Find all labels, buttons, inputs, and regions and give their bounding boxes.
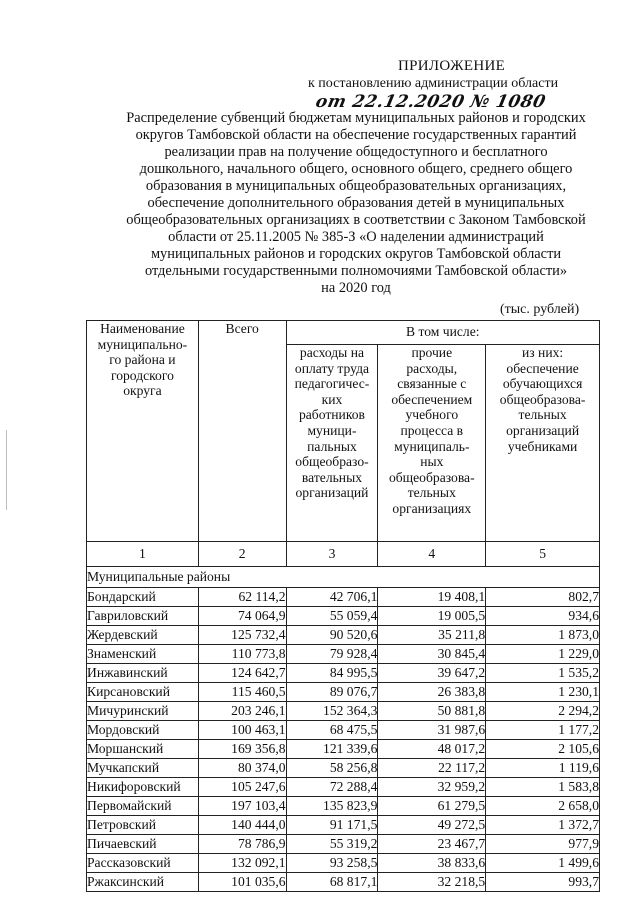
heading-line: области от 25.11.2005 № 385-З «О наделении администраций (168, 229, 544, 245)
header-line: вательных (301, 469, 363, 485)
other-value: 50 881,8 (378, 702, 486, 721)
district-name: Бондарский (87, 588, 199, 607)
district-name: Гавриловский (87, 607, 199, 626)
header-line: организаций (295, 485, 369, 501)
salary-value: 42 706,1 (286, 588, 378, 607)
books-value: 1 372,7 (486, 816, 600, 835)
header-line: учебного (405, 407, 459, 423)
heading-line: дошкольного, начального общего, основного общего, среднего общего (139, 161, 573, 177)
district-name: Моршанский (87, 740, 199, 759)
header-line: организациях (392, 500, 472, 516)
total-value: 132 092,1 (198, 854, 286, 873)
books-value: 802,7 (486, 588, 600, 607)
other-value: 22 117,2 (378, 759, 486, 778)
total-value: 140 444,0 (198, 816, 286, 835)
section-label: Муниципальные районы (87, 567, 600, 588)
header-line: общеобразова- (388, 469, 475, 485)
handwritten-decree-number: от 22.12.2020 № 1080 (313, 92, 548, 112)
total-value: 203 246,1 (198, 702, 286, 721)
header-line: обучающихся (502, 376, 583, 392)
header-line: муници- (307, 422, 357, 438)
other-value: 38 833,6 (378, 854, 486, 873)
header-line: оплату труда (294, 360, 370, 376)
other-value: 32 218,5 (378, 873, 486, 892)
table-row (87, 873, 600, 892)
books-value: 1 583,8 (486, 778, 600, 797)
salary-value: 121 339,6 (286, 740, 378, 759)
subsidy-table (86, 320, 600, 892)
table-row (87, 835, 600, 854)
district-name: Инжавинский (87, 664, 199, 683)
col-number-2: 2 (198, 542, 286, 567)
district-name: Никифоровский (87, 778, 199, 797)
total-value: 74 064,9 (198, 607, 286, 626)
total-value: 124 642,7 (198, 664, 286, 683)
salary-value: 55 319,2 (286, 835, 378, 854)
header-line: расходы на (299, 345, 365, 360)
district-name: Пичаевский (87, 835, 199, 854)
salary-value: 91 171,5 (286, 816, 378, 835)
header-total: Всего (198, 321, 286, 542)
header-books (486, 345, 600, 542)
salary-value: 79 928,4 (286, 645, 378, 664)
district-name: Рассказовский (87, 854, 199, 873)
table-row (87, 683, 600, 702)
heading-line: Распределение субвенций бюджетам муниципальных районов и городских (126, 110, 586, 126)
total-value: 100 463,1 (198, 721, 286, 740)
header-line: го района и (109, 352, 176, 368)
salary-value: 90 520,6 (286, 626, 378, 645)
district-name: Первомайский (87, 797, 199, 816)
heading-line: реализации прав на получение общедоступного и бесплатного (164, 144, 548, 160)
salary-value: 84 995,5 (286, 664, 378, 683)
appendix-title: ПРИЛОЖЕНИЕ (398, 58, 506, 74)
header-line: обеспечение (506, 360, 579, 376)
units-label: (тыс. рублей) (500, 302, 580, 317)
district-name: Знаменский (87, 645, 199, 664)
header-line: процесса в (400, 422, 464, 438)
heading-line: отдельными государственными полномочиями Тамбовской области» (144, 263, 568, 279)
header-line: ных (420, 454, 444, 470)
table-row (87, 588, 600, 607)
books-value: 1 535,2 (486, 664, 600, 683)
header-line: округа (123, 383, 162, 399)
district-name: Кирсановский (87, 683, 199, 702)
salary-value: 89 076,7 (286, 683, 378, 702)
books-value: 1 229,0 (486, 645, 600, 664)
table-row (87, 626, 600, 645)
total-value: 125 732,4 (198, 626, 286, 645)
header-line: учебниками (507, 438, 578, 454)
table-row (87, 702, 600, 721)
total-value: 169 356,8 (198, 740, 286, 759)
other-value: 19 408,1 (378, 588, 486, 607)
header-line: расходы, (406, 360, 458, 376)
header-line: организаций (506, 422, 580, 438)
total-value: 197 103,4 (198, 797, 286, 816)
header-line: из них: (522, 345, 564, 360)
table-row (87, 759, 600, 778)
salary-value: 68 817,1 (286, 873, 378, 892)
district-name: Мордовский (87, 721, 199, 740)
total-value: 115 460,5 (198, 683, 286, 702)
salary-value: 58 256,8 (286, 759, 378, 778)
heading-line: обеспечение дополнительного образования детей в муниципальных (147, 195, 565, 211)
books-value: 2 105,6 (486, 740, 600, 759)
other-value: 32 959,2 (378, 778, 486, 797)
col-number-1: 1 (87, 542, 199, 567)
total-value: 62 114,2 (198, 588, 286, 607)
header-line: тельных (407, 485, 456, 501)
table-row (87, 721, 600, 740)
header-name (87, 321, 199, 542)
other-value: 61 279,5 (378, 797, 486, 816)
salary-value: 152 364,3 (286, 702, 378, 721)
header-group: В том числе: (286, 321, 599, 345)
table-row (87, 854, 600, 873)
header-line: муниципально- (97, 336, 188, 352)
header-line: Наименование (100, 321, 185, 336)
books-value: 1 230,1 (486, 683, 600, 702)
total-value: 110 773,8 (198, 645, 286, 664)
books-value: 1 119,6 (486, 759, 600, 778)
total-value: 78 786,9 (198, 835, 286, 854)
scan-margin-mark (6, 430, 7, 510)
total-value: 101 035,6 (198, 873, 286, 892)
col-number-4: 4 (378, 542, 486, 567)
header-other (378, 345, 486, 542)
header-line: общеобразова- (499, 391, 586, 407)
district-name: Петровский (87, 816, 199, 835)
table-row (87, 664, 600, 683)
other-value: 26 383,8 (378, 683, 486, 702)
books-value: 1 873,0 (486, 626, 600, 645)
col-number-3: 3 (286, 542, 378, 567)
appendix-subtitle: к постановлению администрации области (308, 76, 559, 91)
heading-line: общеобразовательных организациях в соответствии с Законом Тамбовской (126, 212, 586, 228)
books-value: 1 499,6 (486, 854, 600, 873)
heading-line: муниципальных районов и городских округов Тамбовской области (150, 246, 562, 262)
salary-value: 72 288,4 (286, 778, 378, 797)
books-value: 993,7 (486, 873, 600, 892)
header-line: обеспечением (391, 391, 473, 407)
other-value: 23 467,7 (378, 835, 486, 854)
salary-value: 93 258,5 (286, 854, 378, 873)
heading-line: образования в муниципальных общеобразовательных организациях, (145, 178, 567, 194)
other-value: 48 017,2 (378, 740, 486, 759)
col-number-5: 5 (486, 542, 600, 567)
other-value: 35 211,8 (378, 626, 486, 645)
heading-line: на 2020 год (321, 280, 391, 296)
header-line: тельных (518, 407, 567, 423)
district-name: Мучкапский (87, 759, 199, 778)
salary-value: 135 823,9 (286, 797, 378, 816)
header-line: прочие (411, 345, 453, 360)
other-value: 31 987,6 (378, 721, 486, 740)
salary-value: 68 475,5 (286, 721, 378, 740)
header-line: связанные с (397, 376, 467, 392)
table-row (87, 797, 600, 816)
header-line: муниципаль- (394, 438, 470, 454)
books-value: 1 177,2 (486, 721, 600, 740)
header-line: городского (110, 367, 174, 383)
books-value: 2 658,0 (486, 797, 600, 816)
column-number-row (87, 542, 600, 567)
total-value: 105 247,6 (198, 778, 286, 797)
header-line: работников (298, 407, 365, 423)
district-name: Мичуринский (87, 702, 199, 721)
other-value: 39 647,2 (378, 664, 486, 683)
other-value: 19 005,5 (378, 607, 486, 626)
other-value: 30 845,4 (378, 645, 486, 664)
table-row (87, 607, 600, 626)
district-name: Жердевский (87, 626, 199, 645)
header-line: ких (321, 391, 343, 407)
header-salary (286, 345, 378, 542)
heading-line: округов Тамбовской области на обеспечение государственных гарантий (135, 127, 577, 143)
header-line: пальных (307, 438, 357, 454)
district-name: Ржаксинский (87, 873, 199, 892)
books-value: 2 294,2 (486, 702, 600, 721)
header-line: общеобразо- (295, 454, 369, 470)
books-value: 934,6 (486, 607, 600, 626)
books-value: 977,9 (486, 835, 600, 854)
total-value: 80 374,0 (198, 759, 286, 778)
salary-value: 55 059,4 (286, 607, 378, 626)
table-row (87, 645, 600, 664)
other-value: 49 272,5 (378, 816, 486, 835)
table-row (87, 778, 600, 797)
table-row (87, 816, 600, 835)
header-line: педагогичес- (294, 376, 370, 392)
document-heading (86, 110, 626, 297)
table-row (87, 740, 600, 759)
